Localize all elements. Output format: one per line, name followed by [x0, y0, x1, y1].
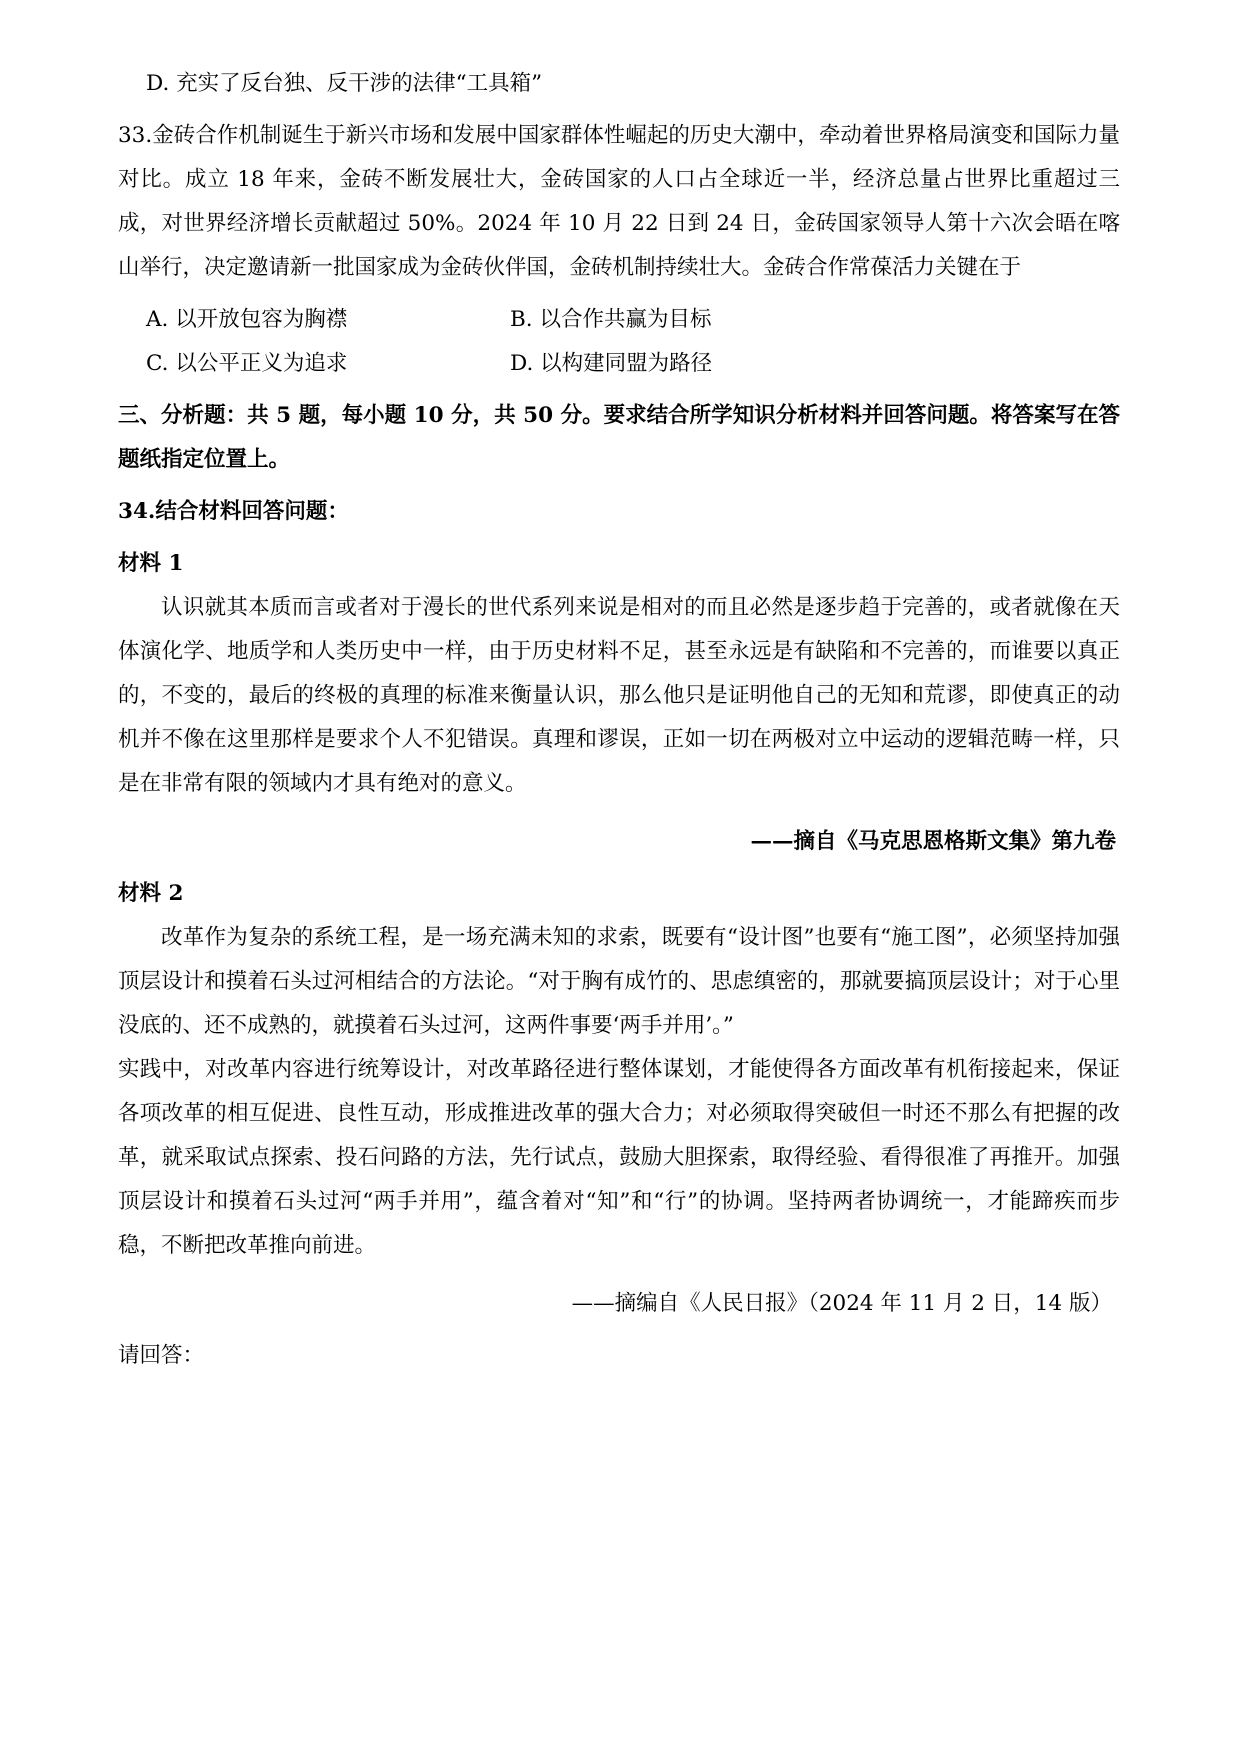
- question-34-prompt: 结合材料回答问题：: [155, 499, 349, 524]
- document-body: [118, 62, 1120, 1378]
- question-33-number: 33.: [118, 123, 153, 148]
- question-34-number: 34.: [118, 499, 156, 524]
- question-33-option-a[interactable]: A. 以开放包容为胸襟: [146, 307, 348, 332]
- material-2-paragraph-2: 实践中，对改革内容进行统筹设计，对改革路径进行整体谋划，才能使得各方面改革有机衔接起来，保证各项改革的相互促进、良性互动，形成推进改革的强大合力；对必须取得突破但一时还不那么有把握的改革，就采取试点探索、投石问路的方法，先行试点，鼓励大胆探索，取得经验、看得很准了再推开。加强顶层设计和摸着石头过河“两手并用”，蕴含着对“知”和“行”的协调。坚持两者协调统一，才能蹄疾而步稳，不断把改革推向前进。: [118, 1057, 1120, 1258]
- spacer: [118, 806, 1120, 820]
- question-33-option-c[interactable]: C. 以公平正义为追求: [146, 351, 348, 376]
- question-34-prompt-block: [118, 490, 1120, 534]
- spacer: [118, 290, 1120, 298]
- spacer: [118, 482, 1120, 490]
- spacer: [118, 1268, 1120, 1282]
- question-33-stem: 金砖合作机制诞生于新兴市场和发展中国家群体性崛起的历史大潮中，牵动着世界格局演变和国际力量对比。成立 18 年来，金砖不断发展壮大，金砖国家的人口占全球近一半，经济总量占世界比重超过三成，对世界经济增长贡献超过 50%。2024 年 10 月 22 日到 24 日，金砖国家领导人第十六次会晤在喀山举行，决定邀请新一批国家成为金砖伙伴国，金砖机制持续壮大。金砖合作常葆活力关键在于: [118, 123, 1120, 280]
- material-2-source: ——摘编自《人民日报》（2024 年 11 月 2 日，14 版）: [571, 1291, 1112, 1316]
- section-three-heading: 三、分析题：共 5 题，每小题 10 分，共 50 分。要求结合所学知识分析材料并回答问题。将答案写在答题纸指定位置上。: [118, 403, 1120, 472]
- answer-prompt: 请回答：: [118, 1343, 205, 1368]
- spacer: [118, 386, 1120, 394]
- question-33-option-d[interactable]: D. 以构建同盟为路径: [510, 351, 713, 376]
- material-2-paragraph-1: 改革作为复杂的系统工程，是一场充满未知的求索，既要有“设计图”也要有“施工图”，必须坚持加强顶层设计和摸着石头过河相结合的方法论。“对于胸有成竹的、思虑缜密的，那就要搞顶层设计；对于心里没底的、还不成熟的，就摸着石头过河，这两件事要‘两手并用’。”: [118, 925, 1120, 1038]
- material-1-text: 认识就其本质而言或者对于漫长的世代系列来说是相对的而且必然是逐步趋于完善的，或者就像在天体演化学、地质学和人类历史中一样，由于历史材料不足，甚至永远是有缺陷和不完善的，而谁要以真正的，不变的，最后的终极的真理的标准来衡量认识，那么他只是证明他自己的无知和荒谬，即使真正的动机并不像在这里那样是要求个人不犯错误。真理和谬误，正如一切在两极对立中运动的逻辑范畴一样，只是在非常有限的领域内才具有绝对的意义。: [118, 595, 1120, 796]
- question-33-option-b[interactable]: B. 以合作共赢为目标: [510, 307, 712, 332]
- spacer: [118, 1326, 1120, 1334]
- question-32-option-d: D. 充实了反台独、反干涉的法律“工具箱”: [146, 71, 543, 96]
- spacer: [118, 106, 1120, 114]
- question-33-options-row-cd: [118, 342, 1120, 386]
- spacer: [118, 534, 1120, 542]
- material-1-label: 材料 1: [118, 551, 184, 576]
- question-33-options-row-ab: [118, 298, 1120, 342]
- spacer: [118, 864, 1120, 872]
- question-33-block: [118, 114, 1120, 290]
- material-1-source: ——摘自《马克思恩格斯文集》第九卷: [750, 829, 1116, 854]
- material-2-label: 材料 2: [118, 881, 184, 906]
